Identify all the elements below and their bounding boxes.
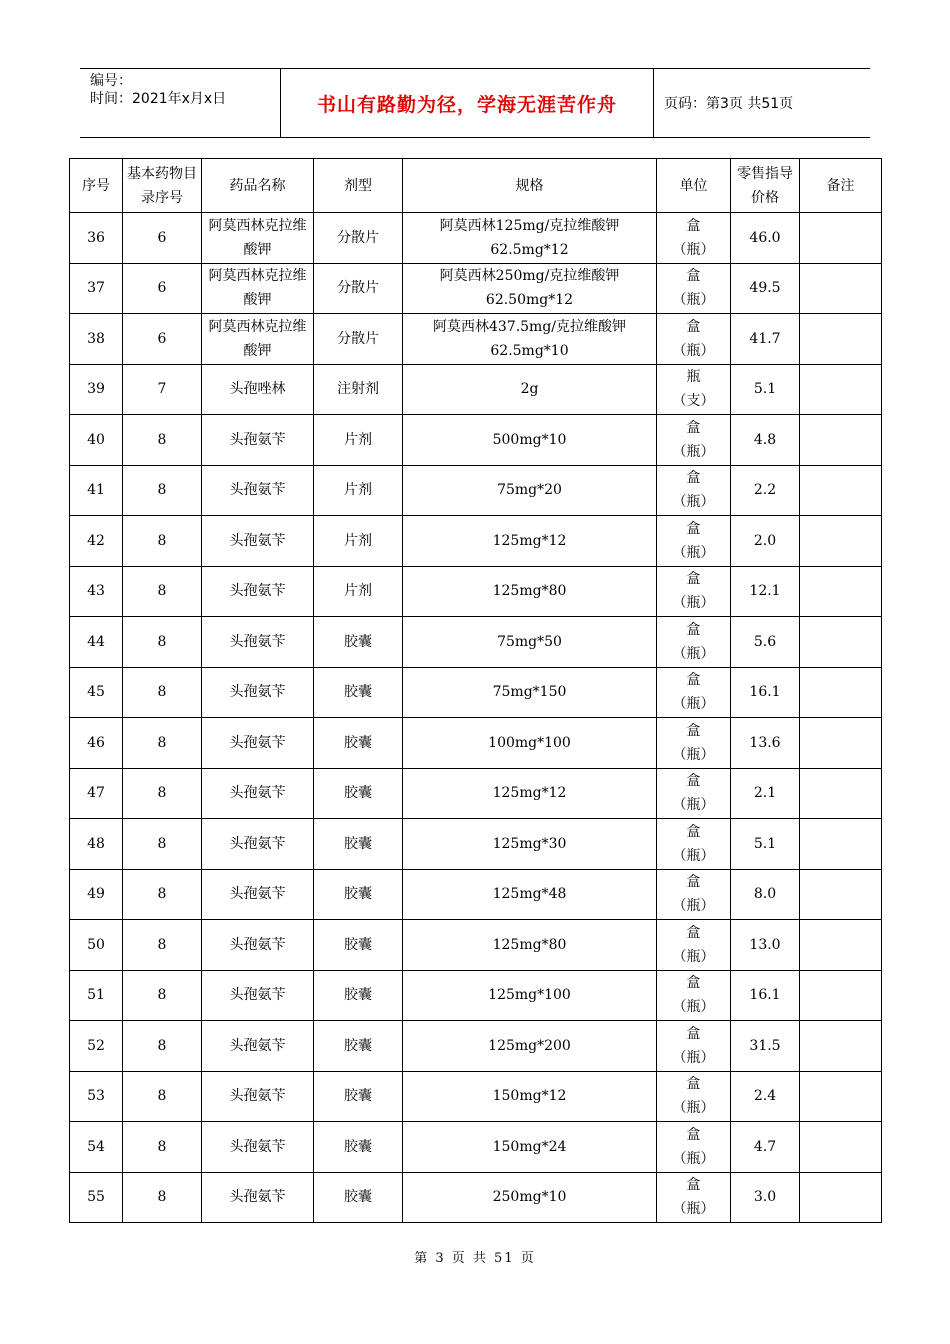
cell-catalog-no: 8 <box>123 869 202 920</box>
cell-unit <box>657 970 731 1021</box>
cell-remark <box>800 465 882 516</box>
cell-price: 4.7 <box>731 1122 800 1173</box>
cell-unit <box>657 263 731 314</box>
cell-dosage-form: 胶囊 <box>314 920 403 971</box>
unit-line: （瓶） <box>672 544 715 561</box>
cell-remark <box>800 768 882 819</box>
table-row <box>70 364 882 415</box>
unit-line: 盒 <box>686 571 701 588</box>
unit-line: 盒 <box>686 773 701 790</box>
column-header-no: 序号 <box>70 159 123 213</box>
unit-line: 盒 <box>686 722 701 739</box>
cell-no: 36 <box>70 213 123 264</box>
cell-no: 42 <box>70 516 123 567</box>
cell-drug-name: 头孢氨苄 <box>202 970 314 1021</box>
cell-price: 5.1 <box>731 819 800 870</box>
cell-specification: 250mg*10 <box>403 1172 657 1223</box>
cell-specification: 125mg*80 <box>403 920 657 971</box>
cell-no: 51 <box>70 970 123 1021</box>
cell-remark <box>800 263 882 314</box>
cell-no: 46 <box>70 718 123 769</box>
column-header-price: 零售指导价格 <box>731 159 800 213</box>
unit-line: （瓶） <box>672 797 715 814</box>
cell-drug-name: 头孢氨苄 <box>202 920 314 971</box>
cell-price: 12.1 <box>731 566 800 617</box>
cell-unit <box>657 667 731 718</box>
unit-line: 盒 <box>686 1177 701 1194</box>
unit-line: （瓶） <box>672 292 715 309</box>
unit-line: 盒 <box>686 419 701 436</box>
cell-catalog-no: 8 <box>123 667 202 718</box>
cell-drug-name: 头孢氨苄 <box>202 869 314 920</box>
cell-drug-name: 头孢氨苄 <box>202 718 314 769</box>
table-row <box>70 768 882 819</box>
unit-line: 盒 <box>686 621 701 638</box>
cell-remark <box>800 970 882 1021</box>
cell-unit <box>657 718 731 769</box>
cell-no: 44 <box>70 617 123 668</box>
cell-unit <box>657 1172 731 1223</box>
cell-dosage-form: 胶囊 <box>314 768 403 819</box>
cell-specification: 125mg*30 <box>403 819 657 870</box>
cell-catalog-no: 8 <box>123 1071 202 1122</box>
cell-price: 49.5 <box>731 263 800 314</box>
table-row <box>70 314 882 365</box>
cell-remark <box>800 667 882 718</box>
cell-catalog-no: 8 <box>123 1122 202 1173</box>
cell-price: 4.8 <box>731 415 800 466</box>
cell-specification: 125mg*12 <box>403 768 657 819</box>
unit-line: 盒 <box>686 1126 701 1143</box>
table-row <box>70 920 882 971</box>
cell-price: 16.1 <box>731 970 800 1021</box>
cell-price: 2.1 <box>731 768 800 819</box>
cell-specification: 150mg*12 <box>403 1071 657 1122</box>
table-row <box>70 970 882 1021</box>
table-row <box>70 263 882 314</box>
unit-line: （瓶） <box>672 1201 715 1218</box>
column-header-unit: 单位 <box>657 159 731 213</box>
cell-remark <box>800 415 882 466</box>
cell-specification: 75mg*150 <box>403 667 657 718</box>
cell-dosage-form: 分散片 <box>314 314 403 365</box>
unit-line: （瓶） <box>672 847 715 864</box>
cell-no: 54 <box>70 1122 123 1173</box>
header-motto-cell <box>281 69 654 137</box>
cell-dosage-form: 胶囊 <box>314 1122 403 1173</box>
cell-drug-name: 头孢氨苄 <box>202 516 314 567</box>
table-row <box>70 415 882 466</box>
table-row <box>70 213 882 264</box>
cell-catalog-no: 8 <box>123 920 202 971</box>
cell-catalog-no: 8 <box>123 1172 202 1223</box>
cell-price: 31.5 <box>731 1021 800 1072</box>
cell-remark <box>800 566 882 617</box>
cell-drug-name: 头孢氨苄 <box>202 819 314 870</box>
cell-unit <box>657 768 731 819</box>
unit-line: 盒 <box>686 520 701 537</box>
unit-line: （支） <box>672 393 715 410</box>
cell-dosage-form: 片剂 <box>314 566 403 617</box>
cell-no: 43 <box>70 566 123 617</box>
cell-dosage-form: 胶囊 <box>314 1172 403 1223</box>
cell-remark <box>800 364 882 415</box>
cell-drug-name: 头孢氨苄 <box>202 1071 314 1122</box>
table-row <box>70 718 882 769</box>
cell-dosage-form: 片剂 <box>314 415 403 466</box>
unit-line: （瓶） <box>672 494 715 511</box>
cell-dosage-form: 胶囊 <box>314 667 403 718</box>
cell-unit <box>657 819 731 870</box>
table-header-row <box>70 159 882 213</box>
cell-no: 48 <box>70 819 123 870</box>
document-time-label: 时间：2021年x月x日 <box>90 91 227 107</box>
page-footer: 第 3 页 共 51 页 <box>414 1251 536 1266</box>
cell-no: 45 <box>70 667 123 718</box>
cell-specification: 150mg*24 <box>403 1122 657 1173</box>
cell-catalog-no: 6 <box>123 213 202 264</box>
unit-line: （瓶） <box>672 1150 715 1167</box>
column-header-dosage-form: 剂型 <box>314 159 403 213</box>
cell-price: 5.6 <box>731 617 800 668</box>
unit-line: （瓶） <box>672 1100 715 1117</box>
cell-drug-name: 头孢氨苄 <box>202 617 314 668</box>
cell-dosage-form: 分散片 <box>314 213 403 264</box>
cell-drug-name: 头孢氨苄 <box>202 465 314 516</box>
cell-drug-name: 头孢氨苄 <box>202 566 314 617</box>
cell-remark <box>800 213 882 264</box>
cell-price: 5.1 <box>731 364 800 415</box>
cell-price: 13.0 <box>731 920 800 971</box>
cell-remark <box>800 516 882 567</box>
unit-line: 盒 <box>686 217 701 234</box>
cell-drug-name: 头孢氨苄 <box>202 1021 314 1072</box>
cell-no: 39 <box>70 364 123 415</box>
cell-catalog-no: 8 <box>123 566 202 617</box>
cell-dosage-form: 分散片 <box>314 263 403 314</box>
cell-dosage-form: 胶囊 <box>314 1021 403 1072</box>
cell-dosage-form: 胶囊 <box>314 819 403 870</box>
cell-price: 3.0 <box>731 1172 800 1223</box>
cell-specification: 100mg*100 <box>403 718 657 769</box>
cell-remark <box>800 617 882 668</box>
unit-line: （瓶） <box>672 241 715 258</box>
cell-dosage-form: 片剂 <box>314 516 403 567</box>
cell-catalog-no: 6 <box>123 314 202 365</box>
unit-line: 盒 <box>686 268 701 285</box>
cell-no: 53 <box>70 1071 123 1122</box>
cell-remark <box>800 1172 882 1223</box>
cell-no: 37 <box>70 263 123 314</box>
header-page-cell <box>654 69 870 137</box>
column-header-drug-name: 药品名称 <box>202 159 314 213</box>
cell-no: 52 <box>70 1021 123 1072</box>
cell-unit <box>657 465 731 516</box>
unit-line: 盒 <box>686 672 701 689</box>
cell-unit <box>657 314 731 365</box>
cell-price: 46.0 <box>731 213 800 264</box>
cell-specification: 2g <box>403 364 657 415</box>
cell-unit <box>657 213 731 264</box>
cell-unit <box>657 920 731 971</box>
cell-specification: 125mg*100 <box>403 970 657 1021</box>
cell-unit <box>657 1122 731 1173</box>
unit-line: （瓶） <box>672 746 715 763</box>
cell-catalog-no: 8 <box>123 415 202 466</box>
cell-specification: 75mg*20 <box>403 465 657 516</box>
cell-catalog-no: 8 <box>123 768 202 819</box>
cell-unit <box>657 415 731 466</box>
cell-specification: 125mg*12 <box>403 516 657 567</box>
cell-drug-name: 阿莫西林克拉维酸钾 <box>202 263 314 314</box>
cell-dosage-form: 片剂 <box>314 465 403 516</box>
cell-remark <box>800 819 882 870</box>
cell-unit <box>657 1021 731 1072</box>
cell-catalog-no: 8 <box>123 718 202 769</box>
cell-catalog-no: 8 <box>123 1021 202 1072</box>
table-row <box>70 1122 882 1173</box>
cell-unit <box>657 364 731 415</box>
cell-no: 41 <box>70 465 123 516</box>
cell-drug-name: 头孢氨苄 <box>202 1172 314 1223</box>
cell-catalog-no: 8 <box>123 819 202 870</box>
column-header-remark: 备注 <box>800 159 882 213</box>
cell-price: 8.0 <box>731 869 800 920</box>
cell-drug-name: 阿莫西林克拉维酸钾 <box>202 213 314 264</box>
cell-remark <box>800 1021 882 1072</box>
table-row <box>70 869 882 920</box>
cell-catalog-no: 8 <box>123 617 202 668</box>
table-row <box>70 516 882 567</box>
header-motto: 书山有路勤为径，学海无涯苦作舟 <box>316 93 617 116</box>
cell-no: 38 <box>70 314 123 365</box>
cell-remark <box>800 869 882 920</box>
cell-no: 49 <box>70 869 123 920</box>
cell-specification: 阿莫西林125mg/克拉维酸钾62.5mg*12 <box>403 213 657 264</box>
unit-line: 盒 <box>686 318 701 335</box>
cell-drug-name: 头孢氨苄 <box>202 1122 314 1173</box>
unit-line: （瓶） <box>672 342 715 359</box>
header-page-info: 页码：第3页 共51页 <box>664 96 794 112</box>
unit-line: （瓶） <box>672 1049 715 1066</box>
cell-dosage-form: 胶囊 <box>314 718 403 769</box>
cell-price: 41.7 <box>731 314 800 365</box>
unit-line: （瓶） <box>672 696 715 713</box>
unit-line: （瓶） <box>672 645 715 662</box>
cell-no: 47 <box>70 768 123 819</box>
document-number-label: 编号： <box>90 73 132 89</box>
cell-unit <box>657 1071 731 1122</box>
cell-specification: 125mg*48 <box>403 869 657 920</box>
page-header <box>80 68 870 138</box>
cell-catalog-no: 8 <box>123 465 202 516</box>
cell-drug-name: 头孢氨苄 <box>202 415 314 466</box>
cell-dosage-form: 注射剂 <box>314 364 403 415</box>
unit-line: 盒 <box>686 1025 701 1042</box>
table-row <box>70 465 882 516</box>
unit-line: （瓶） <box>672 999 715 1016</box>
table-row <box>70 1021 882 1072</box>
unit-line: 盒 <box>686 874 701 891</box>
cell-drug-name: 头孢氨苄 <box>202 768 314 819</box>
unit-line: 盒 <box>686 470 701 487</box>
cell-specification: 75mg*50 <box>403 617 657 668</box>
cell-catalog-no: 8 <box>123 970 202 1021</box>
cell-price: 2.0 <box>731 516 800 567</box>
cell-remark <box>800 314 882 365</box>
unit-line: 盒 <box>686 924 701 941</box>
cell-specification: 阿莫西林437.5mg/克拉维酸钾62.5mg*10 <box>403 314 657 365</box>
unit-line: 瓶 <box>686 369 701 386</box>
cell-price: 2.2 <box>731 465 800 516</box>
cell-no: 55 <box>70 1172 123 1223</box>
column-header-specification: 规格 <box>403 159 657 213</box>
cell-price: 2.4 <box>731 1071 800 1122</box>
cell-price: 13.6 <box>731 718 800 769</box>
cell-remark <box>800 718 882 769</box>
cell-catalog-no: 7 <box>123 364 202 415</box>
cell-specification: 125mg*200 <box>403 1021 657 1072</box>
cell-unit <box>657 566 731 617</box>
table-row <box>70 566 882 617</box>
cell-price: 16.1 <box>731 667 800 718</box>
unit-line: （瓶） <box>672 443 715 460</box>
cell-catalog-no: 8 <box>123 516 202 567</box>
cell-remark <box>800 1122 882 1173</box>
cell-drug-name: 头孢氨苄 <box>202 667 314 718</box>
cell-specification: 125mg*80 <box>403 566 657 617</box>
table-row <box>70 819 882 870</box>
column-header-catalog-no: 基本药物目录序号 <box>123 159 202 213</box>
table-row <box>70 1172 882 1223</box>
cell-specification: 阿莫西林250mg/克拉维酸钾62.50mg*12 <box>403 263 657 314</box>
drug-price-table <box>69 158 882 1223</box>
cell-no: 40 <box>70 415 123 466</box>
cell-dosage-form: 胶囊 <box>314 617 403 668</box>
cell-drug-name: 阿莫西林克拉维酸钾 <box>202 314 314 365</box>
table-row <box>70 667 882 718</box>
cell-remark <box>800 1071 882 1122</box>
unit-line: （瓶） <box>672 948 715 965</box>
cell-catalog-no: 6 <box>123 263 202 314</box>
table-row <box>70 1071 882 1122</box>
cell-no: 50 <box>70 920 123 971</box>
header-meta <box>80 69 281 137</box>
cell-unit <box>657 516 731 567</box>
table-row <box>70 617 882 668</box>
cell-specification: 500mg*10 <box>403 415 657 466</box>
unit-line: （瓶） <box>672 595 715 612</box>
cell-remark <box>800 920 882 971</box>
cell-unit <box>657 617 731 668</box>
cell-dosage-form: 胶囊 <box>314 869 403 920</box>
cell-dosage-form: 胶囊 <box>314 1071 403 1122</box>
unit-line: 盒 <box>686 975 701 992</box>
cell-dosage-form: 胶囊 <box>314 970 403 1021</box>
cell-unit <box>657 869 731 920</box>
unit-line: （瓶） <box>672 898 715 915</box>
unit-line: 盒 <box>686 823 701 840</box>
unit-line: 盒 <box>686 1076 701 1093</box>
cell-drug-name: 头孢唑林 <box>202 364 314 415</box>
